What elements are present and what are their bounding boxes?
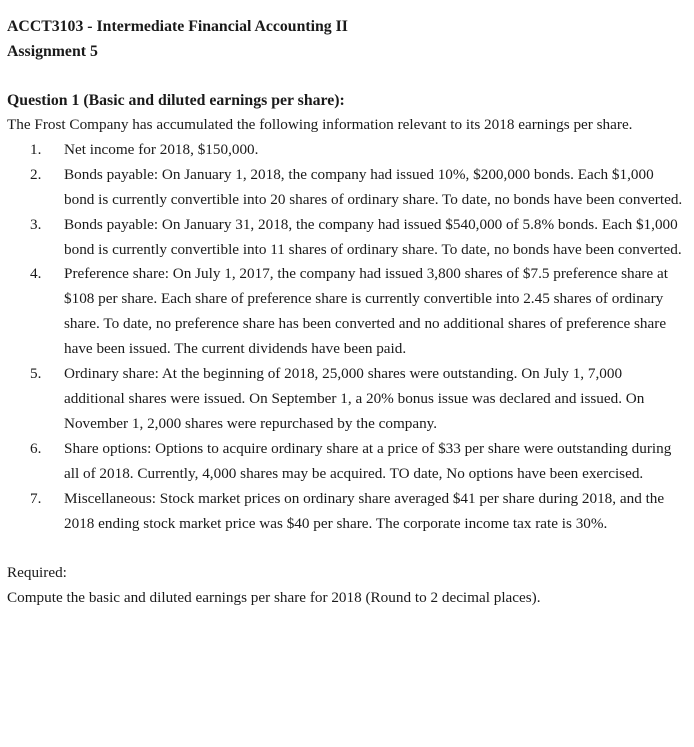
list-item <box>7 163 686 213</box>
list-item <box>7 487 686 537</box>
list-item-number: 7. <box>30 489 42 507</box>
list-item <box>7 138 686 163</box>
list-item-text: Miscellaneous: Stock market prices on ordinary share averaged $41 per share during 2018, and the 2018 ending stock market price was $40 per share. The corporate income tax rate is 30%. <box>64 489 665 532</box>
list-item-text: Ordinary share: At the beginning of 2018, 25,000 shares were outstanding. On July 1, 7,000 additional shares were issued. On September 1, a 20% bonus issue was declared and issued. On November 1, 2,000 shares were repurchased by the company. <box>64 365 645 432</box>
assignment-title: Assignment 5 <box>7 43 98 60</box>
question-intro: The Frost Company has accumulated the following information relevant to its 2018 earnings per share. <box>7 116 633 133</box>
spacer <box>7 64 686 88</box>
list-item <box>7 213 686 263</box>
question-heading: Question 1 (Basic and diluted earnings per share): <box>7 92 345 109</box>
spacer <box>7 536 686 561</box>
list-item-text: Share options: Options to acquire ordinary share at a price of $33 per share were outstanding during all of 2018. Currently, 4,000 shares may be acquired. TO date, No options have been exercised. <box>64 439 672 482</box>
info-list <box>7 138 686 537</box>
list-item-number: 5. <box>30 365 42 383</box>
list-item-text: Bonds payable: On January 1, 2018, the company had issued 10%, $200,000 bonds. Each $1,000 bond is currently convertible into 20 shares of ordinary share. To date, no bonds have been converted. <box>64 165 683 208</box>
list-item-text: Bonds payable: On January 31, 2018, the company had issued $540,000 of 5.8% bonds. Each $1,000 bond is currently convertible into 11 shares of ordinary share. To date, no bonds have been converted. <box>64 215 682 258</box>
course-title: ACCT3103 - Intermediate Financial Accounting II <box>7 18 348 35</box>
list-item <box>7 262 686 362</box>
list-item-number: 2. <box>30 165 42 183</box>
list-item-text: Net income for 2018, $150,000. <box>64 140 259 158</box>
required-text: Compute the basic and diluted earnings per share for 2018 (Round to 2 decimal places). <box>7 589 541 607</box>
list-item-number: 1. <box>30 140 42 158</box>
list-item-number: 6. <box>30 439 42 457</box>
list-item-number: 4. <box>30 265 42 283</box>
required-label: Required: <box>7 564 67 582</box>
list-item-text: Preference share: On July 1, 2017, the company had issued 3,800 shares of $7.5 preference share at $108 per share. Each share of preference share is currently convertible into 2.45 shares of ordinary share. To date, no preference share has been converted and no additional shares of preference share have been issued. The current dividends have been paid. <box>64 265 668 358</box>
list-item <box>7 437 686 487</box>
list-item <box>7 362 686 437</box>
list-item-number: 3. <box>30 215 42 233</box>
